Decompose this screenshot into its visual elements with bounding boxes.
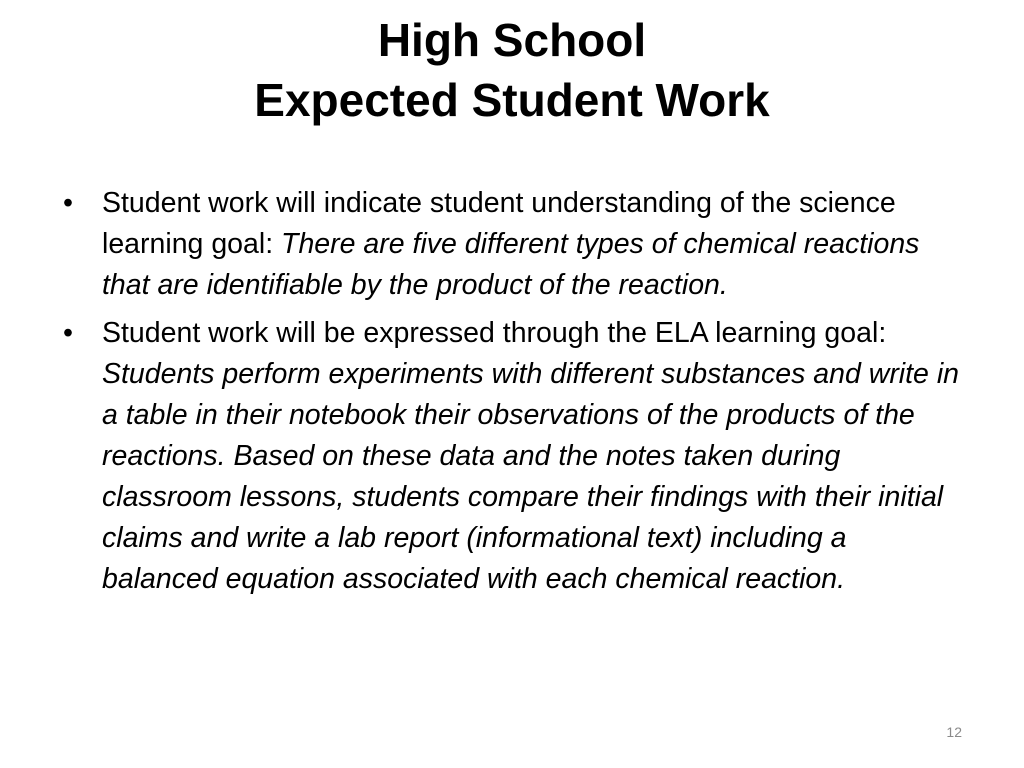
slide-title-line-1: High School bbox=[377, 14, 647, 66]
slide-title bbox=[0, 10, 1024, 130]
bullet-icon: • bbox=[63, 187, 73, 219]
bullet-list bbox=[58, 183, 970, 607]
bullet-text: Student work will indicate student understanding of the science learning goal: bbox=[102, 187, 896, 260]
bullet-text: Student work will be expressed through the ELA learning goal: bbox=[102, 317, 887, 349]
bullet-icon: • bbox=[63, 317, 73, 349]
bullet-italic-text: There are five different types of chemical reactions that are identifiable by the product of the reaction. bbox=[102, 228, 920, 301]
bullet-item-ela-goal bbox=[58, 313, 970, 600]
bullet-item-science-goal bbox=[58, 183, 970, 306]
slide-title-line-2: Expected Student Work bbox=[254, 74, 770, 126]
slide-number: 12 bbox=[946, 724, 962, 740]
bullet-italic-text: Students perform experiments with different substances and write in a table in their notebook their observations of the products of the reactions. Based on these data and the notes taken during classroom lessons, students compare their findings with their initial claims and write a lab report (informational text) including a balanced equation associated with each chemical reaction. bbox=[102, 358, 960, 595]
